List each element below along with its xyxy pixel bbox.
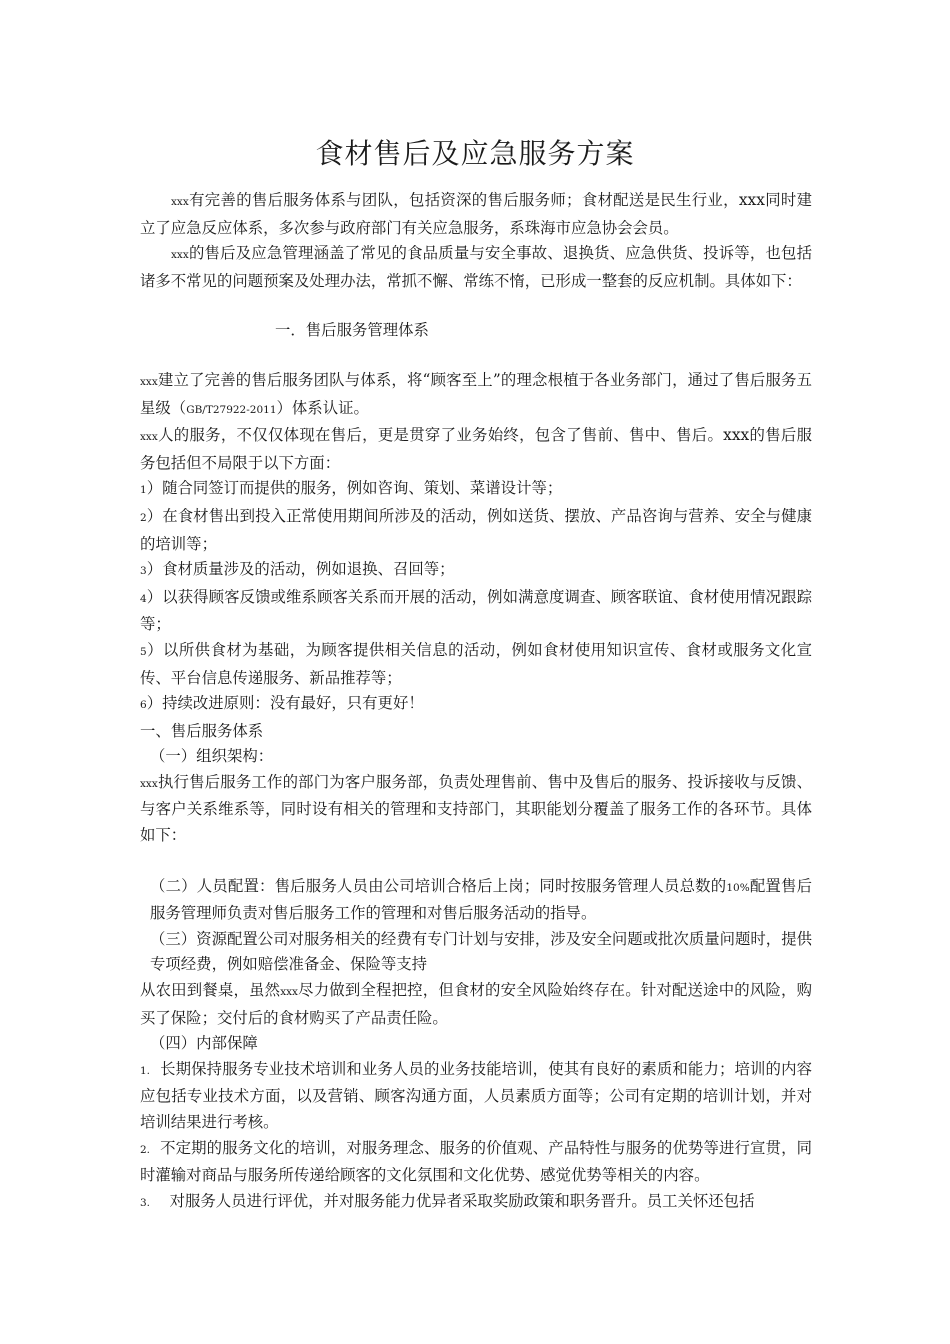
subsection-heading: （一）组织架构： (150, 747, 274, 766)
blank-line (140, 849, 812, 874)
organization-paragraph: xxx执行售后服务工作的部门为客户服务部，负责处理售前、售中及售后的服务、投诉接收与反馈、与客户关系维系等，同时设有相关的管理和支持部门，其职能划分覆盖了服务工作的各环节。具体如下： (140, 772, 812, 845)
list-item: 6）持续改进原则：没有最好，只有更好！ (140, 694, 424, 713)
document-body (140, 188, 812, 1216)
section-heading: 一、售后服务体系 (140, 721, 264, 740)
section-heading: 一．售后服务管理体系 (275, 321, 429, 340)
list-item: 3）食材质量涉及的活动，例如退换、召回等； (140, 560, 455, 579)
subsection-heading: （四）内部保障 (150, 1034, 258, 1053)
staffing-paragraph: （二）人员配置：售后服务人员由公司培训合格后上岗；同时按服务管理人员总数的10%配置售后服务管理师负责对售后服务工作的管理和对售后服务活动的指导。 (150, 876, 812, 923)
farm-paragraph: 从农田到餐桌，虽然xxx尽力做到全程把控，但食材的安全风险始终存在。针对配送途中的风险，购买了保险；交付后的食材购买了产品责任险。 (140, 981, 812, 1027)
numbered-item: 2. 不定期的服务文化的培训，对服务理念、服务的价值观、产品特性与服务的优势等进行宣贯，同时灌输对商品与服务所传递给顾客的文化氛围和文化优势、感觉优势等相关的内容。 (140, 1138, 812, 1185)
resource-paragraph: （三）资源配置公司对服务相关的经费有专门计划与安排，涉及安全问题或批次质量问题时，提供专项经费，例如赔偿准备金、保险等支持 (150, 929, 812, 974)
numbered-item: 1. 长期保持服务专业技术培训和业务人员的业务技能培训，使其有良好的素质和能力；培训的内容应包括专业技术方面，以及营销、顾客沟通方面，人员素质方面等；公司有定期的培训计划，并对培训结果进行考核。 (140, 1059, 812, 1131)
standard-code: GB/T27922-2011 (186, 403, 277, 416)
document-title: 食材售后及应急服务方案 (315, 137, 635, 170)
intro-paragraph: xxx的售后及应急管理涵盖了常见的食品质量与安全事故、退换货、应急供货、投诉等，也包括诸多不常见的问题预案及处理办法，常抓不懈、常练不惰，已形成一整套的反应机制。具体如下： (140, 244, 812, 290)
company-placeholder: xxx (171, 196, 189, 208)
list-item: 2）在食材售出到投入正常使用期间所涉及的活动，例如送货、摆放、产品咨询与营养、安全与健康的培训等； (140, 506, 812, 553)
list-item: 5）以所供食材为基础，为顾客提供相关信息的活动，例如食材使用知识宣传、食材或服务文化宣传、平台信息传递服务、新品推荐等； (140, 640, 812, 687)
intro-paragraph: xxx有完善的售后服务体系与团队，包括资深的售后服务师；食材配送是民生行业，xxx同时建立了应急反应体系，多次参与政府部门有关应急服务，系珠海市应急协会会员。 (140, 191, 812, 237)
list-item: 1）随合同签订而提供的服务，例如咨询、策划、菜谱设计等； (140, 479, 563, 498)
company-placeholder: xxx (171, 249, 189, 262)
list-item: 4）以获得顾客反馈或维系顾客关系而开展的活动，例如满意度调查、顾客联谊、食材使用情况跟踪等； (140, 587, 812, 634)
scope-paragraph: xxx人的服务，不仅仅体现在售后，更是贯穿了业务始终，包含了售前、售中、售后。xxx的售后服务包括但不局限于以下方面： (140, 426, 812, 472)
numbered-item: 3. 对服务人员进行评优，并对服务能力优异者采取奖励政策和职务晋升。员工关怀还包括 (140, 1191, 755, 1210)
certification-paragraph: xxx建立了完善的售后服务团队与体系，将“顾客至上”的理念根植于各业务部门，通过了售后服务五星级（GB/T27922-2011）体系认证。 (140, 370, 812, 417)
